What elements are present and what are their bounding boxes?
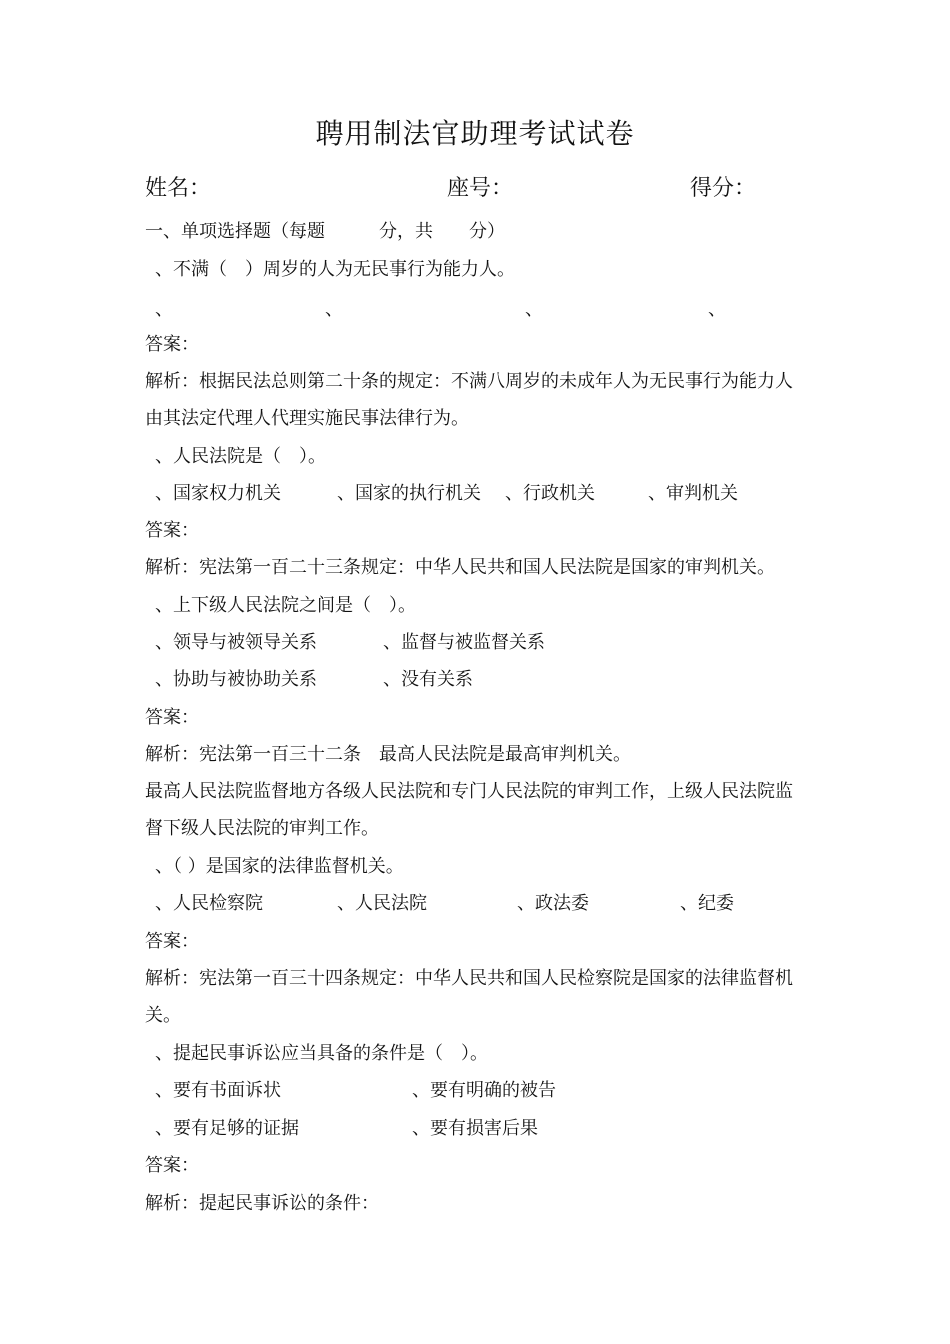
analysis-text: 解析：宪法第一百三十二条 最高人民法院是最高审判机关。 xyxy=(145,744,631,765)
option-d: 、纪委 xyxy=(680,893,734,914)
option-d: 、 xyxy=(708,299,726,320)
question-stem: 、（ ）是国家的法律监督机关。 xyxy=(155,856,404,877)
option-c: 、行政机关 xyxy=(505,483,595,504)
analysis-text: 解析：宪法第一百二十三条规定：中华人民共和国人民法院是国家的审判机关。 xyxy=(145,557,775,578)
option-d: 、没有关系 xyxy=(383,669,473,690)
question-stem: 、上下级人民法院之间是（ ）。 xyxy=(155,595,416,616)
option-c: 、政法委 xyxy=(517,893,589,914)
analysis-text: 解析：提起民事诉讼的条件： xyxy=(145,1193,379,1214)
section-heading: 一、单项选择题（每题 分，共 分） xyxy=(145,221,505,242)
answer-label: 答案： xyxy=(145,707,199,728)
option-b: 、 xyxy=(325,299,343,320)
option-b: 、要有明确的被告 xyxy=(412,1080,556,1101)
analysis-continued: 最高人民法院监督地方各级人民法院和专门人民法院的审判工作，上级人民法院监督下级人民法院的审判工作。 xyxy=(145,781,793,839)
seat-label: 座号： xyxy=(447,176,514,201)
page-title: 聘用制法官助理考试试卷 xyxy=(315,117,635,150)
option-c: 、要有足够的证据 xyxy=(155,1118,299,1139)
option-b: 、人民法院 xyxy=(337,893,427,914)
answer-label: 答案： xyxy=(145,931,199,952)
analysis-text: 解析：根据民法总则第二十条的规定：不满八周岁的未成年人为无民事行为能力人 由其法定代理人代理实施民事法律行为。 xyxy=(145,371,793,429)
option-c: 、 xyxy=(525,299,543,320)
option-d: 、要有损害后果 xyxy=(412,1118,538,1139)
option-a: 、国家权力机关 xyxy=(155,483,281,504)
question-stem: 、提起民事诉讼应当具备的条件是（ ）。 xyxy=(155,1043,488,1064)
score-label: 得分： xyxy=(690,176,757,201)
option-d: 、审判机关 xyxy=(648,483,738,504)
analysis-text: 解析：宪法第一百三十四条规定：中华人民共和国人民检察院是国家的法律监督机关。 xyxy=(145,968,793,1026)
answer-label: 答案： xyxy=(145,520,199,541)
option-a: 、 xyxy=(155,299,173,320)
option-b: 、国家的执行机关 xyxy=(337,483,481,504)
option-b: 、监督与被监督关系 xyxy=(383,632,545,653)
question-stem: 、不满（ ）周岁的人为无民事行为能力人。 xyxy=(155,259,515,280)
exam-header xyxy=(145,171,845,203)
answer-label: 答案： xyxy=(145,1155,199,1176)
option-a: 、领导与被领导关系 xyxy=(155,632,317,653)
option-a: 、人民检察院 xyxy=(155,893,263,914)
answer-label: 答案： xyxy=(145,334,199,355)
option-a: 、要有书面诉状 xyxy=(155,1080,281,1101)
name-label: 姓名： xyxy=(145,176,212,201)
option-c: 、协助与被协助关系 xyxy=(155,669,317,690)
question-stem: 、人民法院是（ ）。 xyxy=(155,446,326,467)
